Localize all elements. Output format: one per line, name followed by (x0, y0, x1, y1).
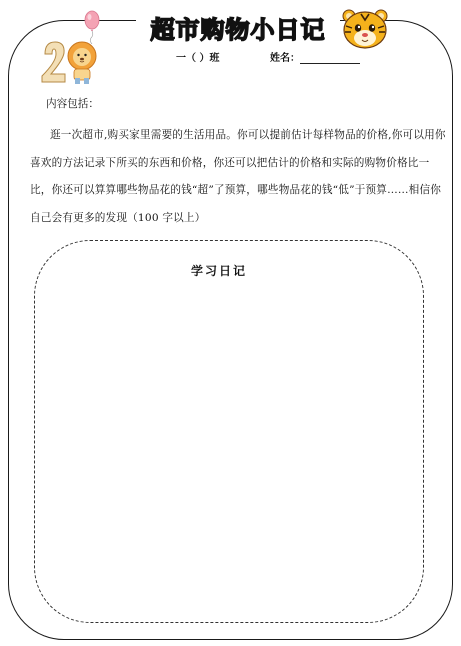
content-label: 内容包括： (46, 98, 99, 110)
tiger-face-icon (340, 8, 390, 52)
content-instructions: 逛一次超市,购买家里需要的生活用品。你可以提前估计每样物品的价格,你可以用你喜欢的方法记录下所买的东西和价格，你还可以把估计的价格和实际的购物价格比一比，你还可以算算哪些物品花的钱“超”了预算，哪些物品花的钱“低”于预算……相信你自己会有更多的发现（100 字以上） (30, 129, 446, 224)
class-name-row (0, 48, 461, 68)
name-blank-line[interactable] (300, 63, 360, 64)
diary-writing-area[interactable] (34, 240, 424, 623)
name-label: 姓名： (270, 53, 300, 64)
diary-title: 学习日记 (190, 264, 247, 278)
class-label: 一（ ）班 (176, 53, 220, 64)
page-title: 超市购物小日记 (150, 16, 326, 44)
title-box (136, 8, 340, 42)
